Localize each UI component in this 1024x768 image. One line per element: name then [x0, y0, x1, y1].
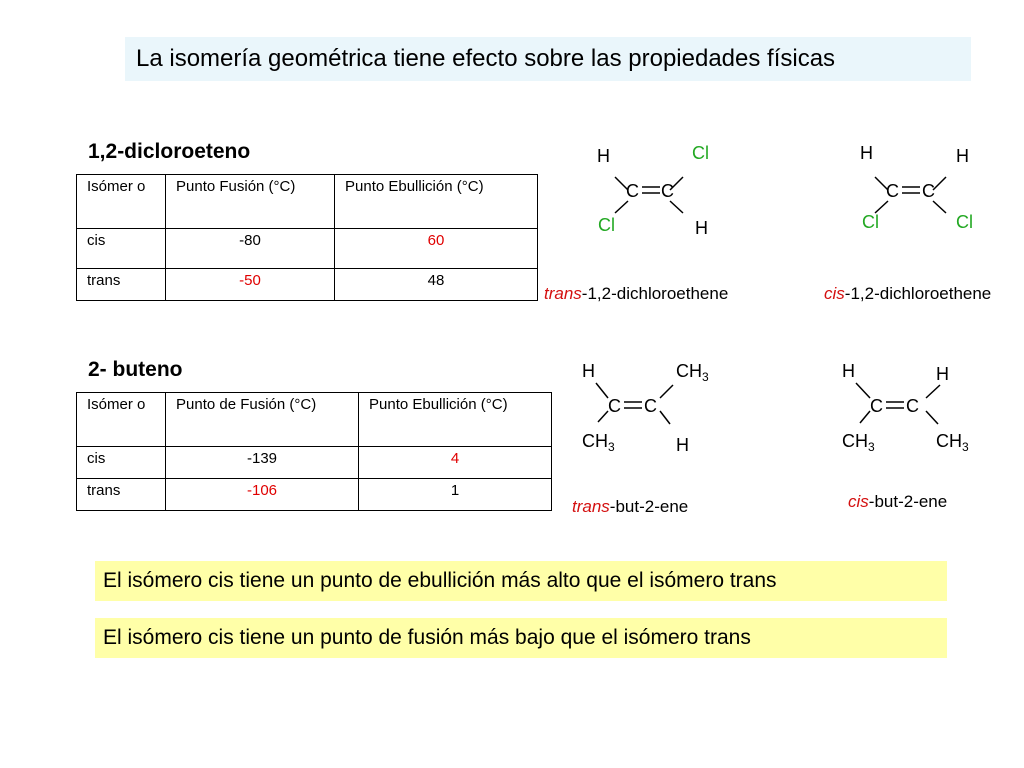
cell-isomer: cis: [77, 229, 166, 269]
caption-prefix: cis: [824, 284, 845, 303]
atom-h: H: [597, 146, 610, 166]
structure-caption: [824, 284, 991, 303]
atom-c: C: [870, 396, 883, 416]
atom-h: H: [956, 146, 969, 166]
header-ebullicion: Punto Ebullición (°C): [359, 393, 552, 447]
caption-prefix: cis: [848, 492, 869, 511]
header-fusion: Punto Fusión (°C): [166, 175, 335, 229]
caption-name: -but-2-ene: [609, 497, 689, 516]
atom-cl: Cl: [956, 212, 973, 232]
cis-butene-structure: [838, 355, 1024, 520]
atom-c: C: [608, 396, 621, 416]
atom-h: H: [695, 218, 708, 238]
cell-ebullicion: 48: [335, 269, 538, 301]
caption-name: -1,2-dichloroethene: [844, 284, 992, 303]
header-fusion: Punto de Fusión (°C): [166, 393, 359, 447]
structure-caption: [572, 497, 688, 516]
atom-h: H: [842, 361, 855, 381]
table-row: [77, 229, 538, 269]
header-isomer: Isómer o: [77, 393, 166, 447]
cell-isomer: trans: [77, 479, 166, 511]
table-row: [77, 479, 552, 511]
cell-ebullicion: 4: [359, 447, 552, 479]
section2-heading: 2- buteno: [88, 358, 183, 381]
table-header-row: [77, 175, 538, 229]
slide-title: La isomería geométrica tiene efecto sobre las propiedades físicas: [125, 37, 971, 81]
caption-prefix: trans: [572, 497, 610, 516]
cell-fusion: -80: [166, 229, 335, 269]
atom-h: H: [676, 435, 689, 455]
note-melting-point: El isómero cis tiene un punto de fusión más bajo que el isómero trans: [95, 618, 947, 658]
cell-fusion: -106: [166, 479, 359, 511]
butene-table: [76, 392, 552, 511]
structure-caption: [848, 492, 947, 511]
cell-fusion: -139: [166, 447, 359, 479]
caption-name: -1,2-dichloroethene: [581, 284, 729, 303]
structure-caption: [544, 284, 728, 303]
methyl-group: $CH_3$: [842, 431, 875, 454]
note-boiling-point: El isómero cis tiene un punto de ebullición más alto que el isómero trans: [95, 561, 947, 601]
atom-c: C: [886, 181, 899, 201]
methyl-group: $CH_3$: [676, 361, 709, 384]
atom-c: C: [661, 181, 674, 201]
caption-name: -but-2-ene: [868, 492, 948, 511]
cell-isomer: cis: [77, 447, 166, 479]
atom-c: C: [922, 181, 935, 201]
section1-heading: 1,2-dicloroeteno: [88, 140, 251, 163]
dichloroethene-table: [76, 174, 538, 301]
atom-cl: Cl: [862, 212, 879, 232]
trans-dichloroethene-structure: [540, 135, 770, 310]
caption-prefix: trans: [544, 284, 582, 303]
table-row: [77, 269, 538, 301]
atom-h: H: [582, 361, 595, 381]
atom-c: C: [626, 181, 639, 201]
atom-c: C: [906, 396, 919, 416]
methyl-group: $CH_3$: [582, 431, 615, 454]
atom-cl: Cl: [598, 215, 615, 235]
atom-c: C: [644, 396, 657, 416]
cell-ebullicion: 60: [335, 229, 538, 269]
table-header-row: [77, 393, 552, 447]
cell-ebullicion: 1: [359, 479, 552, 511]
atom-cl: Cl: [692, 143, 709, 163]
methyl-group: $CH_3$: [936, 431, 969, 454]
cell-isomer: trans: [77, 269, 166, 301]
cis-dichloroethene-structure: [820, 135, 1024, 310]
trans-butene-structure: [568, 355, 748, 520]
header-isomer: Isómer o: [77, 175, 166, 229]
table-row: [77, 447, 552, 479]
atom-h: H: [860, 143, 873, 163]
header-ebullicion: Punto Ebullición (°C): [335, 175, 538, 229]
cell-fusion: -50: [166, 269, 335, 301]
atom-h: H: [936, 364, 949, 384]
